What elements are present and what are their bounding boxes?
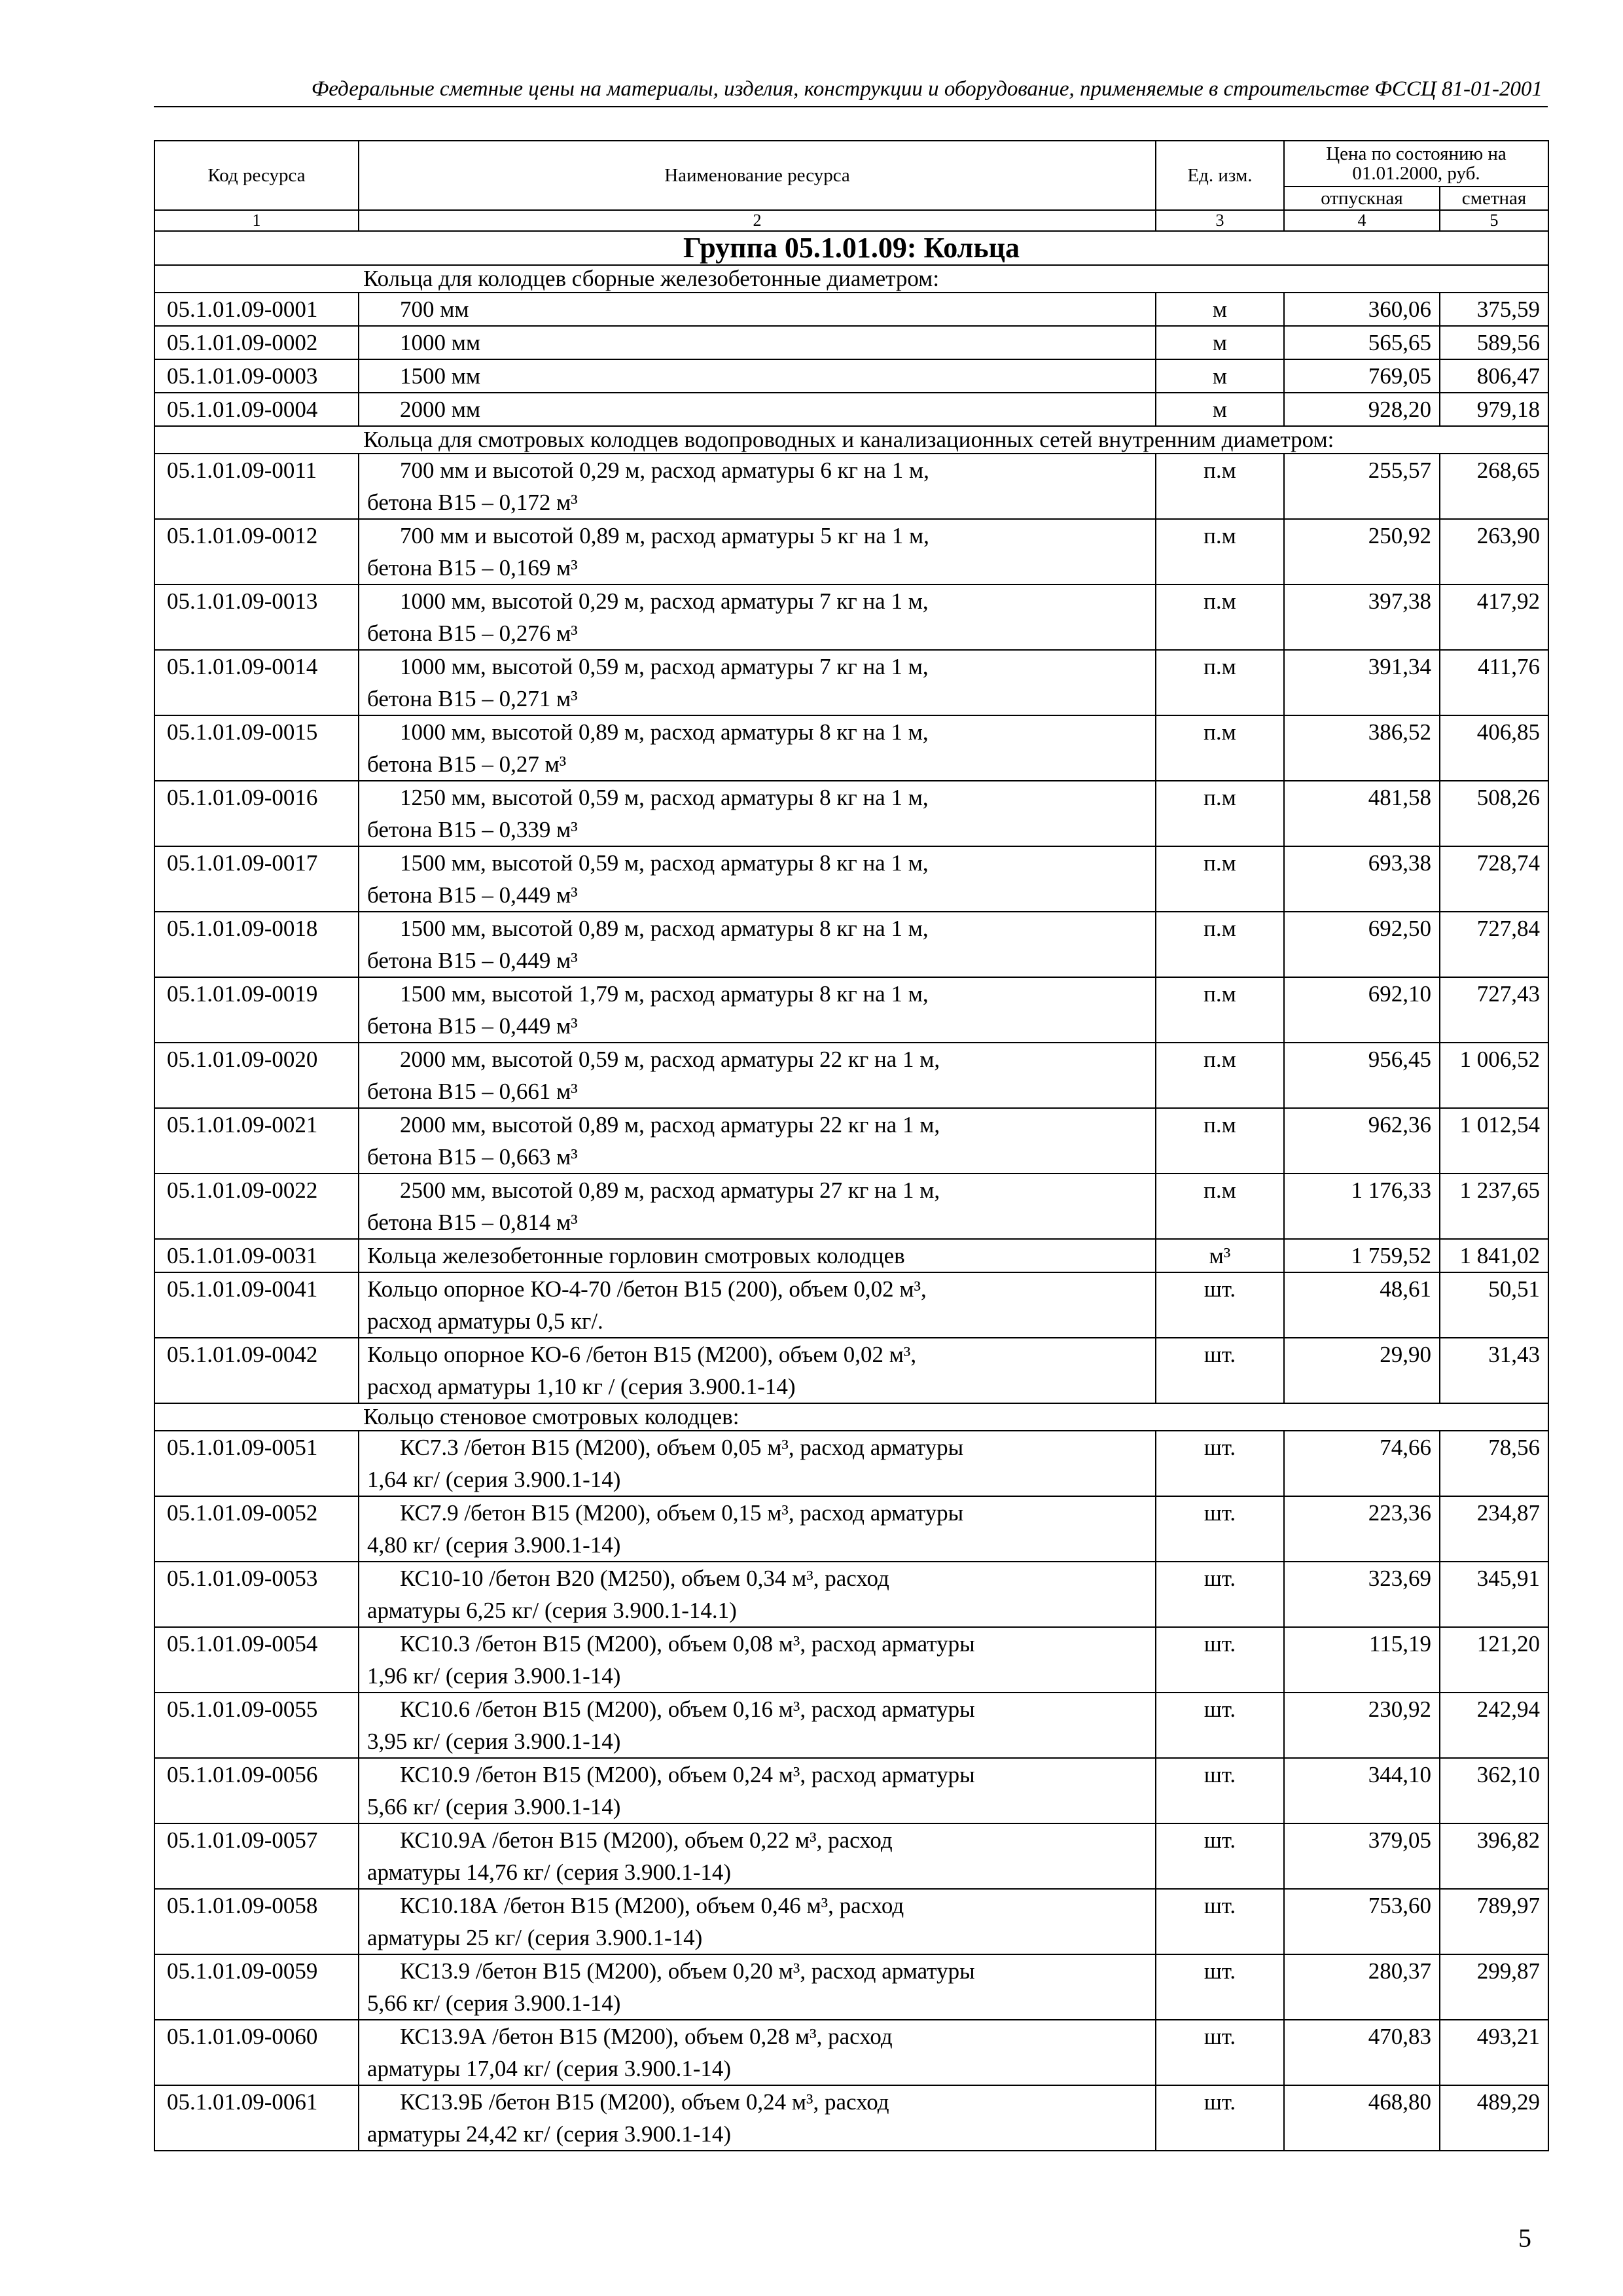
resource-code: 05.1.01.09-0001 — [154, 293, 359, 326]
resource-code: 05.1.01.09-0041 — [154, 1272, 359, 1338]
resource-name — [359, 1823, 1156, 1889]
price-release: 379,05 — [1284, 1823, 1440, 1889]
resource-unit: шт. — [1156, 1823, 1284, 1889]
resource-name-line: 5,66 кг/ (серия 3.900.1-14) — [367, 1990, 621, 2016]
table-row — [154, 326, 1548, 359]
resource-name-line: 1000 мм, высотой 0,89 м, расход арматуры 8 кг на 1 м, — [400, 719, 929, 745]
price-release: 48,61 — [1284, 1272, 1440, 1338]
resource-code: 05.1.01.09-0019 — [154, 977, 359, 1043]
resource-name-line: 1,96 кг/ (серия 3.900.1-14) — [367, 1663, 621, 1689]
price-estimate: 727,84 — [1440, 912, 1548, 977]
resource-name: 1500 мм — [359, 359, 1156, 393]
price-release: 280,37 — [1284, 1954, 1440, 2020]
price-release: 693,38 — [1284, 846, 1440, 912]
price-estimate: 589,56 — [1440, 326, 1548, 359]
price-release: 223,36 — [1284, 1496, 1440, 1562]
header-price-group: Цена по состоянию на 01.01.2000, руб. — [1284, 141, 1548, 187]
resource-code: 05.1.01.09-0051 — [154, 1431, 359, 1496]
price-estimate: 242,94 — [1440, 1693, 1548, 1758]
table-row — [154, 1174, 1548, 1239]
price-release: 344,10 — [1284, 1758, 1440, 1823]
resource-name — [359, 2085, 1156, 2151]
section-title: Кольца для смотровых колодцев водопроводных и канализационных сетей внутренним диаметром: — [154, 426, 1548, 454]
resource-code: 05.1.01.09-0013 — [154, 584, 359, 650]
price-estimate: 1 006,52 — [1440, 1043, 1548, 1108]
resource-name-line: арматуры 24,42 кг/ (серия 3.900.1-14) — [367, 2121, 732, 2147]
table-row — [154, 1954, 1548, 2020]
resource-code: 05.1.01.09-0059 — [154, 1954, 359, 2020]
section-title: Кольцо стеновое смотровых колодцев: — [154, 1403, 1548, 1431]
resource-name-line: бетона В15 – 0,449 м³ — [367, 1013, 578, 1039]
page-number: 5 — [1518, 2223, 1531, 2253]
price-estimate: 78,56 — [1440, 1431, 1548, 1496]
resource-name — [359, 1338, 1156, 1403]
resource-code: 05.1.01.09-0021 — [154, 1108, 359, 1174]
column-number: 3 — [1156, 210, 1284, 231]
resource-name-line: бетона В15 – 0,449 м³ — [367, 948, 578, 973]
price-estimate: 728,74 — [1440, 846, 1548, 912]
resource-name-line: Кольцо опорное КО-4-70 /бетон В15 (200), объем 0,02 м³, — [367, 1276, 927, 1302]
resource-name — [359, 1889, 1156, 1954]
price-estimate: 121,20 — [1440, 1627, 1548, 1693]
resource-name: 1000 мм — [359, 326, 1156, 359]
resource-name — [359, 1108, 1156, 1174]
resource-unit: п.м — [1156, 454, 1284, 519]
resource-name-line: 2000 мм, высотой 0,89 м, расход арматуры 22 кг на 1 м, — [400, 1112, 940, 1138]
resource-name — [359, 1239, 1156, 1272]
table-row — [154, 1108, 1548, 1174]
resource-code: 05.1.01.09-0015 — [154, 715, 359, 781]
resource-code: 05.1.01.09-0055 — [154, 1693, 359, 1758]
resource-code: 05.1.01.09-0002 — [154, 326, 359, 359]
price-release: 956,45 — [1284, 1043, 1440, 1108]
resource-name-line: бетона В15 – 0,271 м³ — [367, 686, 578, 711]
resource-name — [359, 977, 1156, 1043]
resource-unit: шт. — [1156, 1758, 1284, 1823]
resource-name-line: 1000 мм, высотой 0,29 м, расход арматуры 7 кг на 1 м, — [400, 588, 929, 614]
resource-code: 05.1.01.09-0018 — [154, 912, 359, 977]
price-estimate: 789,97 — [1440, 1889, 1548, 1954]
section-title: Кольца для колодцев сборные железобетонные диаметром: — [154, 265, 1548, 293]
price-estimate: 1 012,54 — [1440, 1108, 1548, 1174]
price-release: 397,38 — [1284, 584, 1440, 650]
resource-name-line: КС13.9Б /бетон В15 (М200), объем 0,24 м³, расход — [400, 2089, 889, 2115]
resource-name-line: 1,64 кг/ (серия 3.900.1-14) — [367, 1467, 621, 1492]
table-row — [154, 1562, 1548, 1627]
resource-name-line: Кольца железобетонные горловин смотровых колодцев — [367, 1243, 905, 1268]
resource-name-line: расход арматуры 0,5 кг/. — [367, 1308, 603, 1334]
price-estimate: 375,59 — [1440, 293, 1548, 326]
price-release: 391,34 — [1284, 650, 1440, 715]
resource-name-line: 1500 мм, высотой 1,79 м, расход арматуры 8 кг на 1 м, — [400, 981, 929, 1007]
resource-name-line: Кольцо опорное КО-6 /бетон В15 (М200), объем 0,02 м³, — [367, 1342, 917, 1367]
price-release: 255,57 — [1284, 454, 1440, 519]
price-release: 74,66 — [1284, 1431, 1440, 1496]
resource-name-line: 2000 мм, высотой 0,59 м, расход арматуры 22 кг на 1 м, — [400, 1047, 940, 1072]
price-estimate: 1 841,02 — [1440, 1239, 1548, 1272]
resource-name-line: КС10.9 /бетон В15 (М200), объем 0,24 м³, расход арматуры — [400, 1762, 975, 1787]
table-row — [154, 912, 1548, 977]
resource-name-line: бетона В15 – 0,172 м³ — [367, 490, 578, 515]
resource-unit: шт. — [1156, 1272, 1284, 1338]
price-release: 962,36 — [1284, 1108, 1440, 1174]
resource-name-line: КС10.6 /бетон В15 (М200), объем 0,16 м³, расход арматуры — [400, 1696, 975, 1722]
price-estimate: 362,10 — [1440, 1758, 1548, 1823]
price-release: 481,58 — [1284, 781, 1440, 846]
price-release: 753,60 — [1284, 1889, 1440, 1954]
price-release: 928,20 — [1284, 393, 1440, 426]
resource-unit: п.м — [1156, 650, 1284, 715]
resource-unit: п.м — [1156, 977, 1284, 1043]
resource-name-line: 3,95 кг/ (серия 3.900.1-14) — [367, 1729, 621, 1754]
price-estimate: 345,91 — [1440, 1562, 1548, 1627]
price-release: 323,69 — [1284, 1562, 1440, 1627]
column-numbers-row — [154, 210, 1548, 231]
price-release: 470,83 — [1284, 2020, 1440, 2085]
resource-code: 05.1.01.09-0004 — [154, 393, 359, 426]
resource-unit: п.м — [1156, 1108, 1284, 1174]
resource-unit: п.м — [1156, 1043, 1284, 1108]
resource-unit: шт. — [1156, 1627, 1284, 1693]
resource-unit: шт. — [1156, 1496, 1284, 1562]
group-title-row — [154, 231, 1548, 265]
resource-unit: п.м — [1156, 912, 1284, 977]
price-estimate: 411,76 — [1440, 650, 1548, 715]
section-title-row — [154, 1403, 1548, 1431]
resource-name — [359, 650, 1156, 715]
resource-code: 05.1.01.09-0042 — [154, 1338, 359, 1403]
resource-code: 05.1.01.09-0003 — [154, 359, 359, 393]
resource-code: 05.1.01.09-0014 — [154, 650, 359, 715]
price-estimate: 396,82 — [1440, 1823, 1548, 1889]
column-number: 2 — [359, 210, 1156, 231]
resource-name — [359, 1431, 1156, 1496]
price-table — [154, 140, 1549, 2151]
price-estimate: 263,90 — [1440, 519, 1548, 584]
resource-name-line: 2500 мм, высотой 0,89 м, расход арматуры 27 кг на 1 м, — [400, 1177, 940, 1203]
resource-name-line: арматуры 25 кг/ (серия 3.900.1-14) — [367, 1925, 703, 1950]
resource-code: 05.1.01.09-0052 — [154, 1496, 359, 1562]
resource-unit: п.м — [1156, 715, 1284, 781]
price-estimate: 1 237,65 — [1440, 1174, 1548, 1239]
resource-name-line: бетона В15 – 0,276 м³ — [367, 620, 578, 646]
resource-code: 05.1.01.09-0020 — [154, 1043, 359, 1108]
table-row — [154, 2020, 1548, 2085]
table-row — [154, 1431, 1548, 1496]
price-release: 1 759,52 — [1284, 1239, 1440, 1272]
column-number: 4 — [1284, 210, 1440, 231]
resource-name-line: арматуры 14,76 кг/ (серия 3.900.1-14) — [367, 1859, 732, 1885]
resource-unit: шт. — [1156, 1954, 1284, 2020]
resource-unit: м — [1156, 293, 1284, 326]
resource-unit: шт. — [1156, 2085, 1284, 2151]
resource-unit: м³ — [1156, 1239, 1284, 1272]
resource-name — [359, 1272, 1156, 1338]
resource-name: 2000 мм — [359, 393, 1156, 426]
resource-code: 05.1.01.09-0016 — [154, 781, 359, 846]
price-release: 692,50 — [1284, 912, 1440, 977]
table-row — [154, 393, 1548, 426]
resource-name-line: бетона В15 – 0,449 м³ — [367, 882, 578, 908]
resource-code: 05.1.01.09-0022 — [154, 1174, 359, 1239]
resource-name — [359, 1174, 1156, 1239]
resource-name: 700 мм — [359, 293, 1156, 326]
resource-name-line: 1250 мм, высотой 0,59 м, расход арматуры 8 кг на 1 м, — [400, 785, 929, 810]
table-row — [154, 1758, 1548, 1823]
resource-name — [359, 1627, 1156, 1693]
resource-name — [359, 454, 1156, 519]
resource-code: 05.1.01.09-0053 — [154, 1562, 359, 1627]
resource-name-line: бетона В15 – 0,169 м³ — [367, 555, 578, 581]
price-release: 468,80 — [1284, 2085, 1440, 2151]
table-row — [154, 977, 1548, 1043]
resource-name — [359, 584, 1156, 650]
table-row — [154, 715, 1548, 781]
resource-name — [359, 1043, 1156, 1108]
price-estimate: 234,87 — [1440, 1496, 1548, 1562]
resource-name-line: 4,80 кг/ (серия 3.900.1-14) — [367, 1532, 621, 1558]
price-estimate: 50,51 — [1440, 1272, 1548, 1338]
price-estimate: 489,29 — [1440, 2085, 1548, 2151]
header-release: отпускная — [1284, 187, 1440, 210]
resource-unit: м — [1156, 393, 1284, 426]
resource-name-line: КС7.3 /бетон В15 (М200), объем 0,05 м³, расход арматуры — [400, 1435, 964, 1460]
resource-code: 05.1.01.09-0011 — [154, 454, 359, 519]
table-row — [154, 650, 1548, 715]
price-estimate: 31,43 — [1440, 1338, 1548, 1403]
table-row — [154, 454, 1548, 519]
resource-name — [359, 1758, 1156, 1823]
table-row — [154, 2085, 1548, 2151]
resource-unit: шт. — [1156, 1889, 1284, 1954]
table-row — [154, 1627, 1548, 1693]
resource-name-line: бетона В15 – 0,339 м³ — [367, 817, 578, 842]
resource-unit: п.м — [1156, 584, 1284, 650]
price-release: 386,52 — [1284, 715, 1440, 781]
resource-name — [359, 1954, 1156, 2020]
resource-unit: шт. — [1156, 1338, 1284, 1403]
resource-unit: шт. — [1156, 2020, 1284, 2085]
price-estimate: 268,65 — [1440, 454, 1548, 519]
resource-code: 05.1.01.09-0017 — [154, 846, 359, 912]
resource-code: 05.1.01.09-0056 — [154, 1758, 359, 1823]
table-row — [154, 846, 1548, 912]
resource-name-line: 700 мм и высотой 0,29 м, расход арматуры 6 кг на 1 м, — [400, 457, 929, 483]
price-estimate: 727,43 — [1440, 977, 1548, 1043]
column-number: 5 — [1440, 210, 1548, 231]
header-estimate: сметная — [1440, 187, 1548, 210]
resource-name-line: 1500 мм, высотой 0,89 м, расход арматуры 8 кг на 1 м, — [400, 916, 929, 941]
resource-name-line: арматуры 6,25 кг/ (серия 3.900.1-14.1) — [367, 1598, 737, 1623]
price-release: 29,90 — [1284, 1338, 1440, 1403]
table-row — [154, 1338, 1548, 1403]
price-release: 115,19 — [1284, 1627, 1440, 1693]
resource-code: 05.1.01.09-0060 — [154, 2020, 359, 2085]
resource-name — [359, 2020, 1156, 2085]
table-row — [154, 1889, 1548, 1954]
price-estimate: 508,26 — [1440, 781, 1548, 846]
resource-unit: м — [1156, 326, 1284, 359]
resource-unit: п.м — [1156, 1174, 1284, 1239]
running-header: Федеральные сметные цены на материалы, изделия, конструкции и оборудование, применяемые в строительстве ФССЦ 81-01-2001 — [154, 76, 1548, 107]
resource-name — [359, 1562, 1156, 1627]
resource-code: 05.1.01.09-0054 — [154, 1627, 359, 1693]
resource-name-line: бетона В15 – 0,661 м³ — [367, 1079, 578, 1104]
price-release: 360,06 — [1284, 293, 1440, 326]
resource-code: 05.1.01.09-0058 — [154, 1889, 359, 1954]
price-estimate: 299,87 — [1440, 1954, 1548, 2020]
resource-unit: п.м — [1156, 846, 1284, 912]
table-row — [154, 781, 1548, 846]
price-estimate: 406,85 — [1440, 715, 1548, 781]
resource-name-line: арматуры 17,04 кг/ (серия 3.900.1-14) — [367, 2056, 732, 2081]
table-row — [154, 293, 1548, 326]
resource-name-line: расход арматуры 1,10 кг / (серия 3.900.1-14) — [367, 1374, 796, 1399]
resource-name — [359, 846, 1156, 912]
resource-name-line: 1000 мм, высотой 0,59 м, расход арматуры 7 кг на 1 м, — [400, 654, 929, 679]
price-estimate: 493,21 — [1440, 2020, 1548, 2085]
table-row — [154, 1496, 1548, 1562]
resource-name-line: КС10.18А /бетон В15 (М200), объем 0,46 м³, расход — [400, 1893, 904, 1918]
price-release: 230,92 — [1284, 1693, 1440, 1758]
column-number: 1 — [154, 210, 359, 231]
resource-unit: шт. — [1156, 1431, 1284, 1496]
section-title-row — [154, 265, 1548, 293]
resource-name-line: КС13.9А /бетон В15 (М200), объем 0,28 м³, расход — [400, 2024, 893, 2049]
price-release: 565,65 — [1284, 326, 1440, 359]
resource-name-line: 1500 мм, высотой 0,59 м, расход арматуры 8 кг на 1 м, — [400, 850, 929, 876]
resource-name-line: КС13.9 /бетон В15 (М200), объем 0,20 м³, расход арматуры — [400, 1958, 975, 1984]
resource-unit: п.м — [1156, 781, 1284, 846]
resource-unit: п.м — [1156, 519, 1284, 584]
resource-unit: шт. — [1156, 1562, 1284, 1627]
table-row — [154, 584, 1548, 650]
resource-name-line: 5,66 кг/ (серия 3.900.1-14) — [367, 1794, 621, 1820]
table-row — [154, 359, 1548, 393]
table-row — [154, 1239, 1548, 1272]
group-title: Группа 05.1.01.09: Кольца — [154, 231, 1548, 265]
section-title-row — [154, 426, 1548, 454]
resource-name-line: КС7.9 /бетон В15 (М200), объем 0,15 м³, расход арматуры — [400, 1500, 964, 1526]
resource-code: 05.1.01.09-0061 — [154, 2085, 359, 2151]
resource-name — [359, 715, 1156, 781]
price-estimate: 806,47 — [1440, 359, 1548, 393]
resource-name-line: КС10-10 /бетон В20 (М250), объем 0,34 м³, расход — [400, 1566, 889, 1591]
price-release: 250,92 — [1284, 519, 1440, 584]
table-row — [154, 1043, 1548, 1108]
resource-name — [359, 912, 1156, 977]
resource-name-line: бетона В15 – 0,27 м³ — [367, 751, 567, 777]
resource-name-line: 700 мм и высотой 0,89 м, расход арматуры 5 кг на 1 м, — [400, 523, 929, 548]
resource-code: 05.1.01.09-0031 — [154, 1239, 359, 1272]
table-row — [154, 1823, 1548, 1889]
resource-name-line: КС10.3 /бетон В15 (М200), объем 0,08 м³, расход арматуры — [400, 1631, 975, 1657]
table-row — [154, 519, 1548, 584]
resource-code: 05.1.01.09-0012 — [154, 519, 359, 584]
resource-name — [359, 519, 1156, 584]
header-unit: Ед. изм. — [1156, 141, 1284, 210]
resource-name — [359, 781, 1156, 846]
header-name: Наименование ресурса — [359, 141, 1156, 210]
resource-unit: м — [1156, 359, 1284, 393]
table-row — [154, 1272, 1548, 1338]
resource-name — [359, 1496, 1156, 1562]
resource-name — [359, 1693, 1156, 1758]
table-row — [154, 1693, 1548, 1758]
price-estimate: 979,18 — [1440, 393, 1548, 426]
price-estimate: 417,92 — [1440, 584, 1548, 650]
resource-name-line: КС10.9А /бетон В15 (М200), объем 0,22 м³, расход — [400, 1827, 893, 1853]
resource-unit: шт. — [1156, 1693, 1284, 1758]
price-release: 769,05 — [1284, 359, 1440, 393]
resource-code: 05.1.01.09-0057 — [154, 1823, 359, 1889]
header-code: Код ресурса — [154, 141, 359, 210]
price-release: 1 176,33 — [1284, 1174, 1440, 1239]
resource-name-line: бетона В15 – 0,663 м³ — [367, 1144, 578, 1170]
resource-name-line: бетона В15 – 0,814 м³ — [367, 1210, 578, 1235]
price-release: 692,10 — [1284, 977, 1440, 1043]
